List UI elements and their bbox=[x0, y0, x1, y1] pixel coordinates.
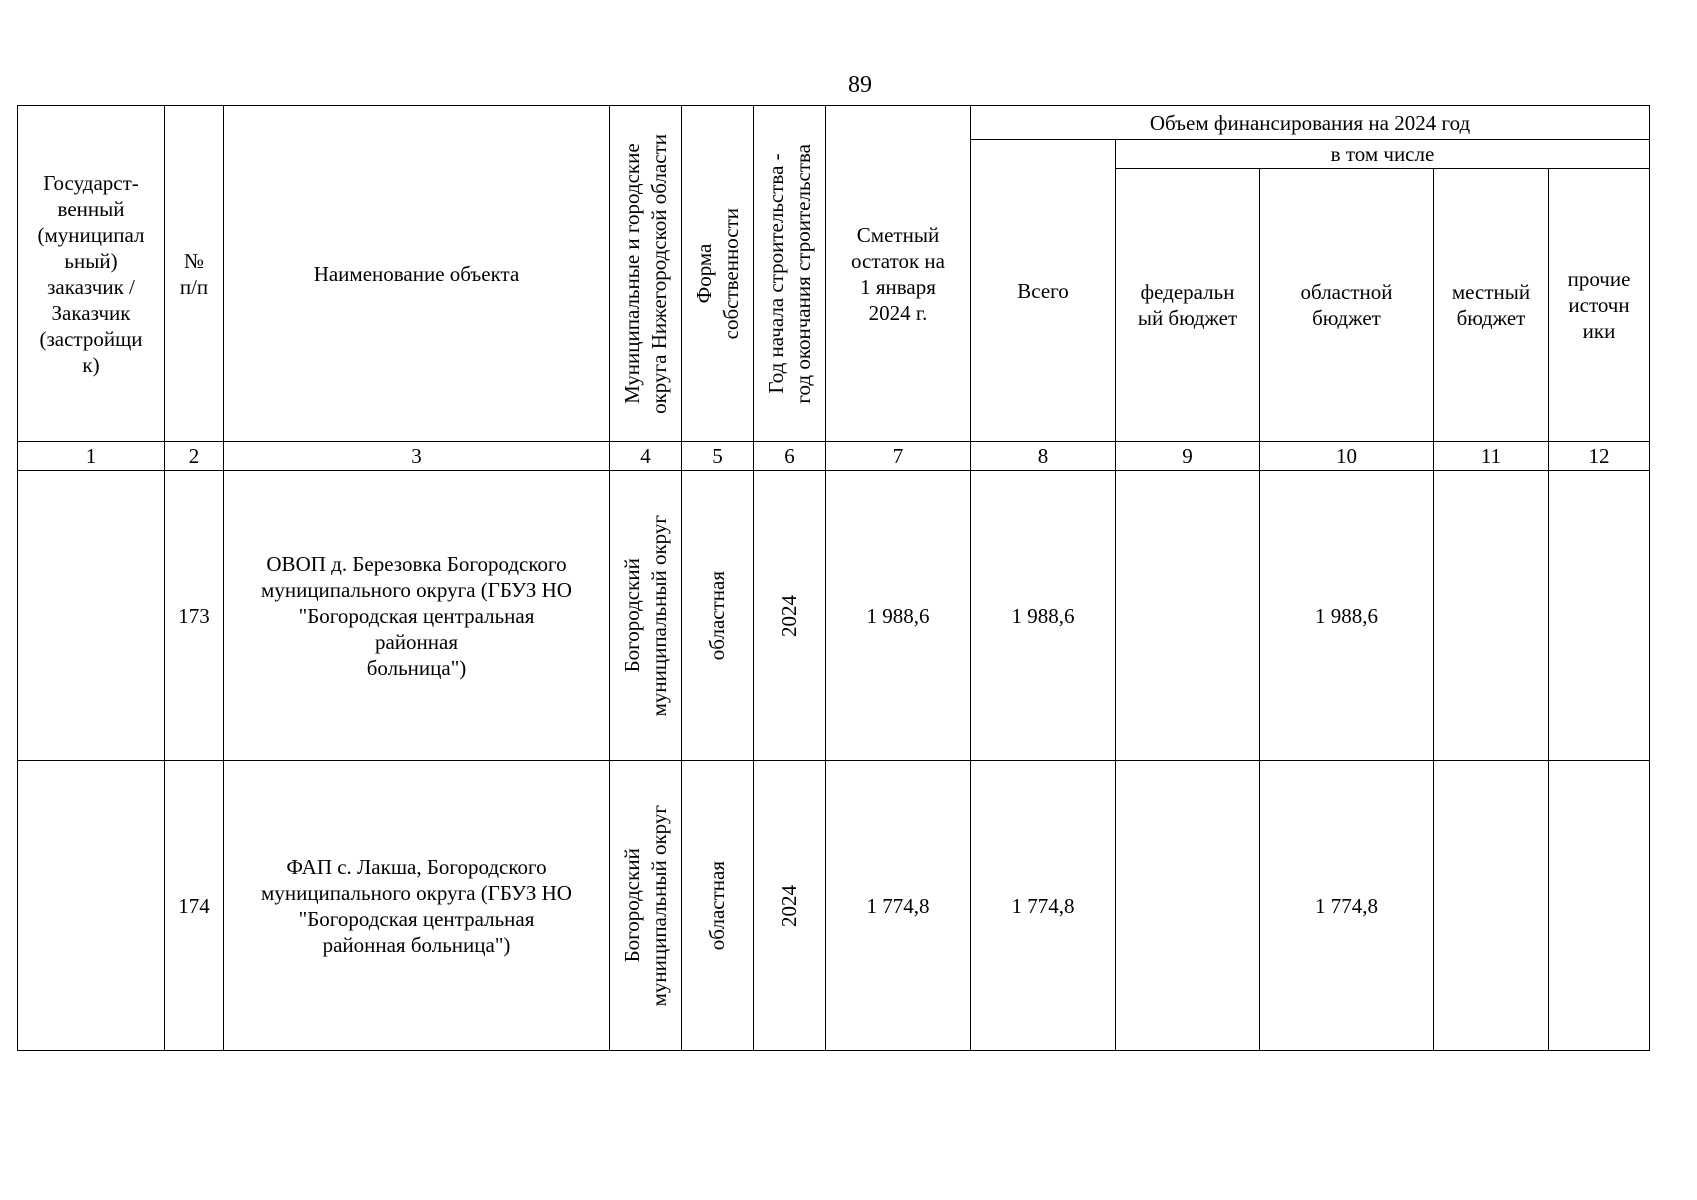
table-row bbox=[18, 471, 1650, 761]
row-local bbox=[1434, 471, 1549, 761]
header-local: местный бюджет bbox=[1434, 169, 1549, 442]
column-number: 12 bbox=[1549, 442, 1650, 471]
header-years bbox=[754, 106, 826, 442]
header-balance: Сметный остаток на 1 января 2024 г. bbox=[826, 106, 971, 442]
row-years-text: 2024 bbox=[777, 594, 801, 637]
row-balance: 1 774,8 bbox=[826, 761, 971, 1051]
row-ownership bbox=[682, 761, 754, 1051]
row-local bbox=[1434, 761, 1549, 1051]
row-customer bbox=[18, 471, 165, 761]
column-number: 10 bbox=[1260, 442, 1434, 471]
column-number: 5 bbox=[682, 442, 754, 471]
row-years-text: 2024 bbox=[777, 884, 801, 927]
column-number: 11 bbox=[1434, 442, 1549, 471]
column-number: 4 bbox=[610, 442, 682, 471]
header-years-text: Год начала строительства - год окончания строительства bbox=[763, 143, 815, 404]
column-number-row bbox=[18, 442, 1650, 471]
column-number: 8 bbox=[971, 442, 1116, 471]
row-federal bbox=[1116, 471, 1260, 761]
row-customer bbox=[18, 761, 165, 1051]
header-regional: областной бюджет bbox=[1260, 169, 1434, 442]
header-federal: федеральн ый бюджет bbox=[1116, 169, 1260, 442]
row-ownership-text: областная bbox=[705, 860, 729, 951]
row-other bbox=[1549, 471, 1650, 761]
row-number: 173 bbox=[165, 471, 224, 761]
row-number: 174 bbox=[165, 761, 224, 1051]
row-total: 1 988,6 bbox=[971, 471, 1116, 761]
row-regional: 1 774,8 bbox=[1260, 761, 1434, 1051]
table-row bbox=[18, 761, 1650, 1051]
column-number: 6 bbox=[754, 442, 826, 471]
row-regional: 1 988,6 bbox=[1260, 471, 1434, 761]
column-number: 9 bbox=[1116, 442, 1260, 471]
header-districts bbox=[610, 106, 682, 442]
page-number: 89 bbox=[848, 72, 872, 98]
header-number: № п/п bbox=[165, 106, 224, 442]
header-customer: Государст- венный (муниципал ьный) заказчик / Заказчик (застройщи к) bbox=[18, 106, 165, 442]
row-years bbox=[754, 471, 826, 761]
row-balance: 1 988,6 bbox=[826, 471, 971, 761]
row-other bbox=[1549, 761, 1650, 1051]
column-number: 3 bbox=[224, 442, 610, 471]
header-total: Всего bbox=[971, 140, 1116, 442]
header-including: в том числе bbox=[1116, 140, 1650, 169]
row-district bbox=[610, 761, 682, 1051]
row-federal bbox=[1116, 761, 1260, 1051]
header-row-1 bbox=[18, 106, 1650, 140]
column-number: 7 bbox=[826, 442, 971, 471]
row-years bbox=[754, 761, 826, 1051]
row-district-text: Богородский муниципальный округ bbox=[619, 804, 671, 1007]
header-ownership-text: Форма собственности bbox=[691, 207, 743, 340]
row-object-name: ФАП с. Лакша, Богородского муниципального округа (ГБУЗ НО "Богородская центральная районная больница") bbox=[224, 761, 610, 1051]
row-district-text: Богородский муниципальный округ bbox=[619, 514, 671, 717]
row-district bbox=[610, 471, 682, 761]
header-other: прочие источн ики bbox=[1549, 169, 1650, 442]
header-funding: Объем финансирования на 2024 год bbox=[971, 106, 1650, 140]
row-total: 1 774,8 bbox=[971, 761, 1116, 1051]
financing-table bbox=[17, 105, 1650, 1051]
header-object-name: Наименование объекта bbox=[224, 106, 610, 442]
column-number: 2 bbox=[165, 442, 224, 471]
column-number: 1 bbox=[18, 442, 165, 471]
row-ownership-text: областная bbox=[705, 570, 729, 661]
header-districts-text: Муниципальные и городские округа Нижегородской области bbox=[619, 133, 671, 414]
row-object-name: ОВОП д. Березовка Богородского муниципального округа (ГБУЗ НО "Богородская центральная районная больница") bbox=[224, 471, 610, 761]
header-ownership bbox=[682, 106, 754, 442]
row-ownership bbox=[682, 471, 754, 761]
